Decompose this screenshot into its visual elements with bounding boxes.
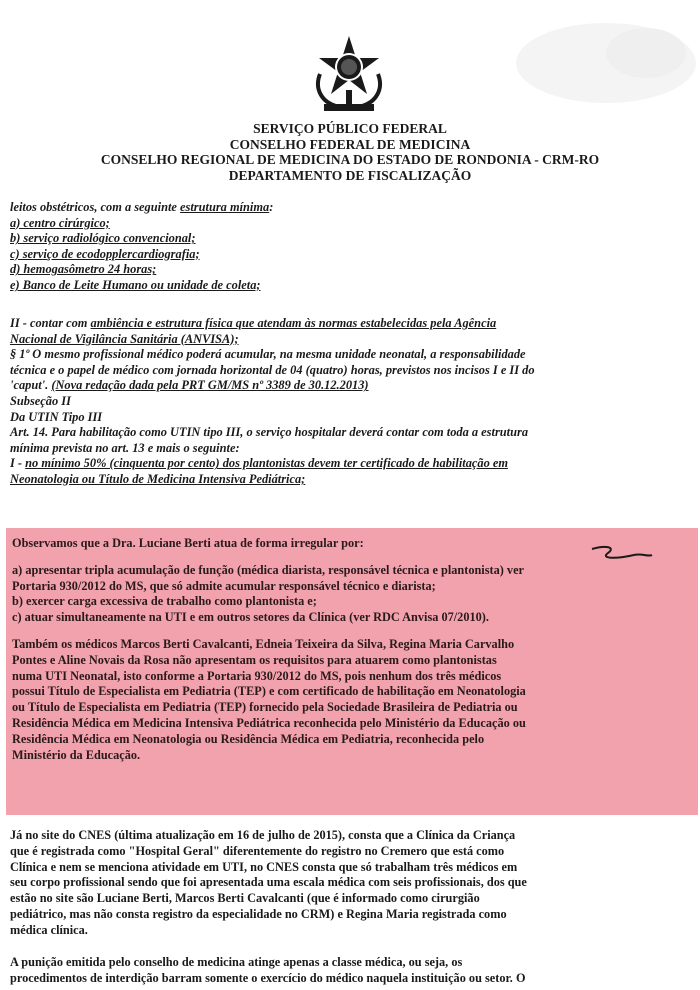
paragraph-line: Já no site do CNES (última atualização em 16 de julho de 2015), consta que a Clínica da Criança (10, 828, 516, 842)
paragraph-line: estão no site são Luciane Berti, Marcos Berti Cavalcanti (que é informado como cirurgião (10, 891, 480, 906)
header-line-4: DEPARTAMENTO DE FISCALIZAÇÃO (228, 167, 472, 183)
paragraph-line: que é registrada como "Hospital Geral" diferentemente do registro no Cremero que está como (10, 843, 505, 858)
irregularity-item: c) atuar simultaneamente na UTI e em outros setores da Clínica (ver RDC Anvisa 07/2010). (12, 610, 489, 625)
legal-line: 'caput'. (Nova redação dada pela PRT GM/MS nº 3389 de 30.12.2013) (10, 378, 369, 393)
structure-intro: leitos obstétricos, com a seguinte estrutura mínima: (10, 200, 274, 214)
cnes-paragraph (10, 828, 694, 939)
paragraph-line: possui Título de Especialista em Pediatria (TEP) e com certificado de habilitação em Neonatologia (12, 684, 526, 699)
paragraph-line: ou Título de Especialista em Pediatria (TEP) fornecido pela Sociedade Brasileira de Pediatria ou (12, 700, 518, 715)
irregularity-item: a) apresentar tripla acumulação de função (médica diarista, responsável técnica e plantonista) ver (12, 562, 524, 577)
highlight-content (12, 536, 692, 763)
list-item: d) hemogasômetro 24 horas; (10, 262, 157, 277)
header-line-3: CONSELHO REGIONAL DE MEDICINA DO ESTADO DE RONDONIA - CRM-RO (100, 152, 600, 167)
legal-line: Art. 14. Para habilitação como UTIN tipo III, o serviço hospitalar deverá contar com toda a estrutura (10, 425, 529, 440)
legal-line: § 1º O mesmo profissional médico poderá acumular, na mesma unidade neonatal, a responsabilidade (10, 347, 526, 362)
list-item: b) serviço radiológico convencional; (10, 231, 196, 246)
paragraph-line: Também os médicos Marcos Berti Cavalcanti, Edneia Teixeira da Silva, Regina Maria Carvalho (12, 636, 515, 651)
final-paragraph (10, 955, 694, 987)
paragraph-line: Residência Médica em Neonatologia ou Residência Médica em Pediatria, reconhecida pelo (12, 731, 485, 746)
paragraph-line: pediátrico, mas não consta registro da especialidade no CRM) e Regina Maria registrada como (10, 906, 507, 921)
paragraph-line: procedimentos de interdição barram somente o exercício do médico naquela instituição ou setor. O (10, 970, 526, 985)
legal-line: I - no mínimo 50% (cinquenta por cento) dos plantonistas devem ter certificado de habilitação em (10, 456, 509, 471)
paragraph-line: numa UTI Neonatal, isto conforme a Portaria 930/2012 do MS, pois nenhum dos três médicos (12, 668, 502, 683)
brazil-coat-of-arms-icon (312, 34, 386, 116)
scan-smudge (446, 8, 696, 118)
paragraph-line: Residência Médica em Medicina Intensiva Pediátrica reconhecida pelo Ministério da Educação ou (12, 715, 526, 730)
highlight-title: Observamos que a Dra. Luciane Berti atua de forma irregular por: (12, 536, 364, 550)
list-item: c) serviço de ecodopplercardiografia; (10, 246, 200, 261)
structure-list (10, 200, 690, 294)
paragraph-line: Ministério da Educação. (12, 747, 141, 762)
paragraph-line: A punição emitida pelo conselho de medicina atinge apenas a classe médica, ou seja, os (10, 955, 463, 969)
legal-line: mínima prevista no art. 13 e mais o seguinte: (10, 440, 240, 455)
legal-line: Neonatologia ou Título de Medicina Intensiva Pediátrica; (10, 471, 306, 486)
irregularity-item: Portaria 930/2012 do MS, que só admite acumular responsável técnico e diarista; (12, 578, 436, 593)
letterhead (0, 121, 700, 183)
list-item: e) Banco de Leite Humano ou unidade de coleta; (10, 277, 261, 292)
subsection-title: Subseção II (10, 393, 71, 408)
paragraph-line: Clínica e nem se menciona atividade em UTI, no CNES consta que só trabalham três médicos em (10, 859, 518, 874)
list-item: a) centro cirúrgico; (10, 215, 110, 230)
header-line-1: SERVIÇO PÚBLICO FEDERAL (253, 121, 447, 136)
legal-line: Nacional de Vigilância Sanitária (ANVISA); (10, 331, 239, 346)
paragraph-line: médica clínica. (10, 922, 88, 937)
paragraph-line: seu corpo profissional sendo que foi apresentada uma escala médica com seis profissionais, dos que (10, 875, 527, 890)
legal-text (10, 316, 690, 488)
header-line-2: CONSELHO FEDERAL DE MEDICINA (229, 136, 471, 152)
subsection-subtitle: Da UTIN Tipo III (10, 409, 103, 424)
paragraph-line: Pontes e Aline Novais da Rosa não apresentam os requisitos para atuarem como plantonistas (12, 652, 497, 667)
legal-line: técnica e o papel de médico com jornada horizontal de 04 (quatro) horas, previstos nos incisos I e II do (10, 362, 535, 377)
irregularity-item: b) exercer carga excessiva de trabalho como plantonista e; (12, 594, 317, 609)
legal-line: II - contar com ambiência e estrutura física que atendam às normas estabelecidas pela Agência (10, 316, 497, 330)
